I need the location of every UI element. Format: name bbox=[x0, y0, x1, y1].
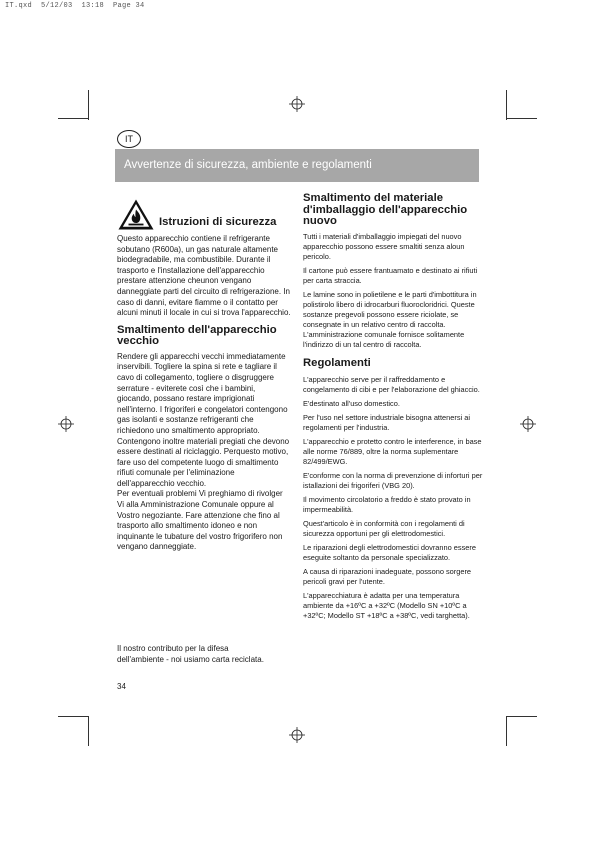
regulation-paragraph: L'apparecchio serve per il raffreddamento e congelamento di cibi e per l'elaborazione del ghiaccio. bbox=[303, 375, 480, 394]
disposal-paragraph: Rendere gli apparecchi vecchi immediatamente inservibili. Togliere la spina si rete e tagliare il cavo di collegamento, togliere o disgruggere serrature - eviterete così che i bambini, giocando, possano restare imprigionati nell'interno. I frigoriferi e congelatori contengono gas isolanti e sostanze refrigeranti che richiedono uno smaltimento appropriato. bbox=[117, 351, 288, 435]
page-number: 34 bbox=[117, 682, 126, 691]
regulation-paragraph: L'apparecchiatura è adatta per una temperatura ambiente da +16ºC a +32ºC (Modello SN +10ºC a +32ºC; Modello ST +18ºC a +38ºC, vedi targhetta). bbox=[303, 591, 470, 620]
banner-title: Avvertenze di sicurezza, ambiente e regolamenti bbox=[124, 159, 372, 171]
regulation-paragraph: L'apparecchio e protetto contro le interference, in base alle norme 76/889, oltre la norma suplementare 82/499/EWG. bbox=[303, 437, 482, 466]
regulation-paragraph: A causa di riparazioni inadeguate, possono sorgere pericoli gravi per l'utente. bbox=[303, 567, 472, 586]
section-banner bbox=[115, 149, 479, 182]
disposal-paragraph: Contengono inoltre materiali pregiati che devono essere destinati al riciclaggio. Perquesto motivo, fare uso del competente luogo di smaltimento rifiuti comunale per l'eliminazione dell'apparecchio vecchio. bbox=[117, 436, 290, 488]
regulations-title: Regolamenti bbox=[303, 356, 371, 369]
registration-mark-icon bbox=[289, 96, 305, 112]
language-badge: IT bbox=[117, 130, 141, 148]
crop-mark bbox=[506, 716, 507, 746]
safety-text: Questo apparecchio contiene il refrigerante sobutano (R600a), un gas naturale altamente biodegradabile, ma combustibile. Durante il trasporto e l'installazione dell'apparecchio prestare attenzione cheunon vengano danneggiate parti del circuito di refrigerazione. In caso di danni, evitare fiamme o il contatto per alcuni minuti il locale in cui si trova l'apparecchio. bbox=[117, 234, 291, 318]
crop-mark bbox=[507, 118, 537, 119]
packaging-paragraph: Tutti i materiali d'imballaggio impiegati del nuovo apparecchio possono essere smaltiti senza aloun pericolo. bbox=[303, 231, 465, 261]
warning-header bbox=[117, 197, 291, 231]
packaging-paragraph: Il cartone può essere frantuamato e destinato ai rifiuti per carta straccia. bbox=[303, 265, 478, 285]
crop-mark bbox=[58, 716, 88, 717]
disposal-paragraph: Per eventuali problemi Vi preghiamo di rivolger Vi alla Amministrazione Comunale oppure al Vostro negoziante. Fare attenzione che fino al trasporto allo smaltimento idoneo e non inquinante le tubature del vostro frigorifero non vengano danneggiate. bbox=[117, 489, 283, 552]
environment-note: Il nostro contributo per la difesa dell'ambiente - noi usiamo carta reciclata. bbox=[117, 644, 264, 664]
left-column bbox=[117, 197, 291, 553]
print-header: IT.qxd 5/12/03 13:18 Page 34 bbox=[5, 2, 145, 10]
disposal-title: Smaltimento dell'apparecchio vecchio bbox=[117, 323, 277, 348]
regulation-paragraph: E'destinato all'uso domestico. bbox=[303, 399, 400, 408]
packaging-title: Smaltimento del materiale d'imballaggio dell'apparecchio nuovo bbox=[303, 192, 468, 227]
regulation-paragraph: Per l'uso nel settore industriale bisogna attenersi ai regolamenti per l'industria. bbox=[303, 413, 470, 432]
packaging-paragraph: Le lamine sono in polietilene e le parti d'imbottitura in polistirolo libero di idrocarburi fluorocloridrici. Queste sostanze pregevoli possono essere riciolate, se consegnate in un relativo centro di raccolta. L'amministrazione comunale fornisce solitamente l'indirizzo di un tal centro di raccolta. bbox=[303, 289, 477, 349]
regulation-paragraph: Quest'articolo è in conformità con i regolamenti di sicurezza opportuni per gli elettrodomestici. bbox=[303, 519, 465, 538]
registration-mark-icon bbox=[289, 727, 305, 743]
crop-mark bbox=[88, 90, 89, 120]
crop-mark bbox=[58, 118, 88, 119]
regulation-paragraph: Le riparazioni degli elettrodomestici dovranno essere eseguite soltanto da personale specializzato. bbox=[303, 543, 476, 562]
safety-title: Istruzioni di sicurezza bbox=[159, 216, 277, 229]
right-column bbox=[303, 193, 483, 625]
crop-mark bbox=[507, 716, 537, 717]
fire-warning-icon bbox=[117, 198, 155, 231]
registration-mark-icon bbox=[520, 416, 536, 432]
crop-mark bbox=[506, 90, 507, 120]
crop-mark bbox=[88, 716, 89, 746]
regulation-paragraph: Il movimento circolatorio a freddo è stato provato in impermeabilità. bbox=[303, 495, 471, 514]
registration-mark-icon bbox=[58, 416, 74, 432]
regulation-paragraph: E'conforme con la norma di prevenzione di inforturi per istallazioni dei frigoriferi (VBG 20). bbox=[303, 471, 483, 490]
